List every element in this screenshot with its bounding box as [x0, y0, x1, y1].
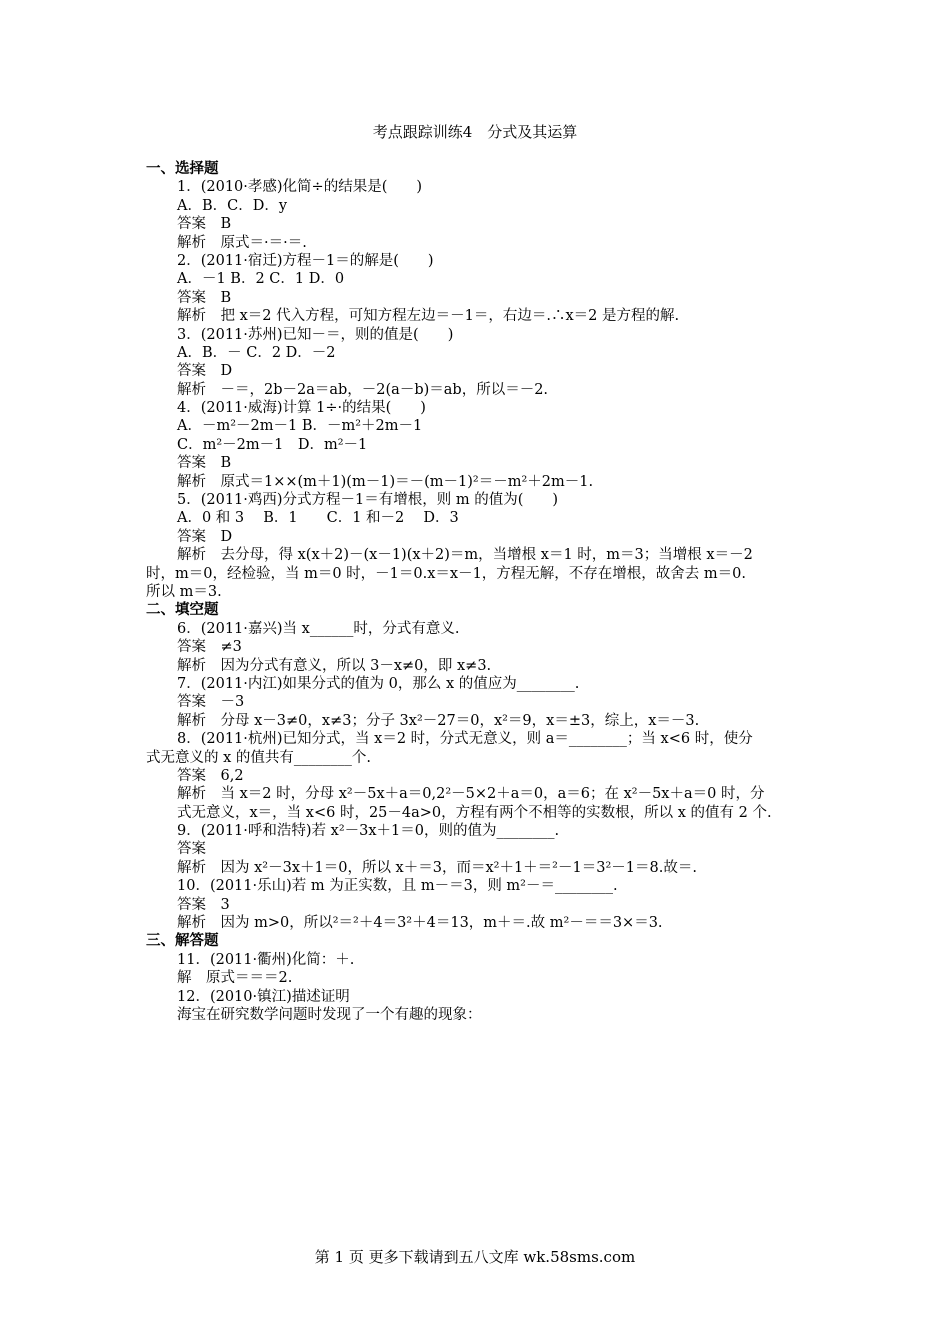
options-line: A．－m²－2m－1 B．－m²＋2m－1	[177, 418, 423, 435]
question-line: 1．(2010·孝感)化简÷的结果是( )	[177, 179, 423, 196]
explanation-line: 解析 因为 x²－3x＋1＝0，所以 x＋＝3，而＝x²＋1＋＝²－1＝3²－1＝8.故＝.	[177, 859, 697, 876]
question-line: 5．(2011·鸡西)分式方程－1＝有增根，则 m 的值为( )	[177, 492, 559, 509]
answer-line: 答案 ≠3	[177, 639, 242, 656]
options-line: A．B．C．D．y	[177, 197, 288, 214]
explanation-line: 解析 因为分式有意义，所以 3－x≠0，即 x≠3.	[177, 657, 492, 674]
answer-line: 答案 B	[177, 455, 232, 472]
answer-line: 答案 D	[177, 528, 233, 545]
section-heading: 一、选择题	[146, 160, 219, 177]
explanation-line: 解析 分母 x－3≠0，x≠3；分子 3x²－27＝0，x²＝9，x＝±3，综上，x＝－3.	[177, 712, 700, 729]
options-line: A．B．－ C．2 D．－2	[177, 344, 336, 361]
explanation-line: 解析 去分母，得 x(x＋2)－(x－1)(x＋2)＝m，当增根 x＝1 时，m＝3；当增根 x＝－2	[177, 547, 753, 564]
section-heading: 三、解答题	[146, 932, 219, 950]
question-line: 7．(2011·内江)如果分式的值为 0，那么 x 的值应为________.	[177, 675, 580, 692]
question-line: 4．(2011·威海)计算 1÷·的结果( )	[177, 400, 426, 417]
explanation-line: 解 原式＝＝＝2.	[177, 970, 293, 987]
question-line: 2．(2011·宿迁)方程－1＝的解是( )	[177, 252, 434, 269]
answer-line: 答案 3	[177, 896, 230, 913]
page-title: 考点跟踪训练4 分式及其运算	[372, 123, 578, 141]
explanation-line: 解析 把 x＝2 代入方程，可知方程左边＝－1＝，右边＝.∴x＝2 是方程的解.	[177, 308, 680, 325]
question-line: 10．(2011·乐山)若 m 为正实数，且 m－＝3，则 m²－＝________.	[177, 878, 618, 895]
paragraph-line: 海宝在研究数学问题时发现了一个有趣的现象：	[177, 1006, 482, 1023]
explanation-line: 解析 原式＝·＝·＝.	[177, 234, 307, 251]
question-line: 3．(2011·苏州)已知－＝，则的值是( )	[177, 326, 454, 343]
explanation-line: 解析 当 x＝2 时，分母 x²－5x＋a＝0,2²－5×2＋a＝0，a＝6；在 x²－5x＋a＝0 时，分	[177, 786, 765, 803]
explanation-line: 时，m＝0，经检验，当 m＝0 时，－1＝0.x＝x－1，方程无解，不存在增根，故舍去 m＝0.	[146, 565, 746, 582]
page-footer: 第 1 页 更多下载请到五八文库 wk.58sms.com	[314, 1248, 636, 1266]
section-heading: 二、填空题	[146, 601, 219, 619]
explanation-line: 解析 原式＝1××(m＋1)(m－1)＝－(m－1)²＝－m²＋2m－1.	[177, 473, 594, 490]
options-line: C．m²－2m－1 D．m²－1	[177, 436, 368, 453]
explanation-line: 解析 因为 m>0，所以²＝²＋4＝3²＋4＝13，m＋＝.故 m²－＝＝3×＝3.	[177, 915, 663, 932]
question-line: 6．(2011·嘉兴)当 x______时，分式有意义.	[177, 620, 460, 637]
explanation-line: 解析 －＝，2b－2a＝ab，－2(a－b)＝ab，所以＝－2.	[177, 381, 549, 398]
explanation-line: 所以 m＝3.	[146, 583, 222, 600]
answer-line: 答案 B	[177, 289, 232, 306]
question-line: 11．(2011·衢州)化简：＋.	[177, 951, 355, 968]
options-line: A．0 和 3 B．1 C．1 和－2 D．3	[177, 510, 459, 527]
answer-line: 答案 －3	[177, 694, 245, 711]
question-line: 12．(2010·镇江)描述证明	[177, 988, 350, 1005]
explanation-line: 式无意义，x＝，当 x<6 时，25－4a>0，方程有两个不相等的实数根，所以 x 的值有 2 个.	[177, 804, 772, 821]
answer-line: 答案 B	[177, 216, 232, 233]
options-line: A．－1 B．2 C．1 D．0	[177, 271, 345, 288]
document-body	[146, 160, 806, 1024]
answer-line: 答案 6,2	[177, 767, 244, 784]
question-line: 8．(2011·杭州)已知分式，当 x＝2 时，分式无意义，则 a＝________；当 x<6 时，使分	[177, 731, 753, 748]
question-line: 式无意义的 x 的值共有________个.	[146, 749, 372, 766]
answer-line: 答案 D	[177, 363, 233, 380]
answer-line: 答案	[177, 841, 206, 858]
question-line: 9．(2011·呼和浩特)若 x²－3x＋1＝0，则的值为________.	[177, 823, 560, 840]
